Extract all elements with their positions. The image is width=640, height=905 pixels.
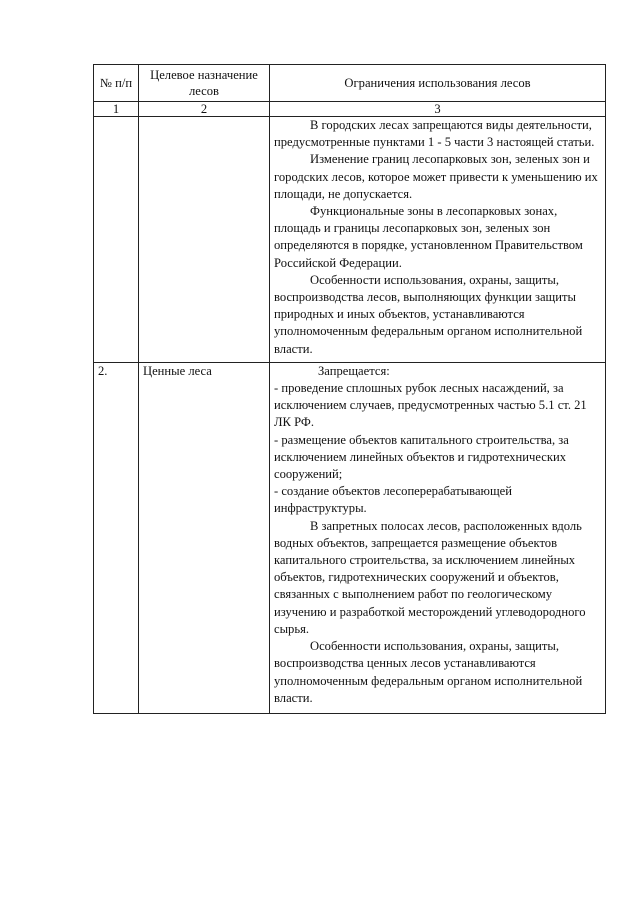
header-num: № п/п <box>94 65 139 102</box>
restriction-paragraph: - размещение объектов капитального строительства, за исключением линейных объектов и гидротехнических сооружений; <box>274 432 569 482</box>
row-restrictions <box>270 117 606 363</box>
header-restrictions: Ограничения использования лесов <box>270 65 606 102</box>
row-purpose <box>139 117 270 363</box>
table-row <box>94 362 606 713</box>
restriction-paragraph: Изменение границ лесопарковых зон, зеленых зон и городских лесов, которое может привести к уменьшению их площади, не допускается. <box>274 152 598 201</box>
column-number-3: 3 <box>270 102 606 117</box>
restriction-paragraph: Особенности использования, охраны, защиты, воспроизводства ценных лесов устанавливаются уполномоченным федеральным органом исполнительной власти. <box>274 639 583 705</box>
column-number-row <box>94 102 606 117</box>
row-restrictions <box>270 362 606 713</box>
restriction-paragraph: Особенности использования, охраны, защиты, воспроизводства лесов, выполняющих функции защиты природных и иных объектов, устанавливаются уполномоченным федеральным органом исполнительной власти. <box>274 272 583 356</box>
header-purpose: Целевое назначение лесов <box>139 65 270 102</box>
restriction-paragraph: - проведение сплошных рубок лесных насаждений, за исключением случаев, предусмотренных частью 5.1 ст. 21 ЛК РФ. <box>274 381 587 430</box>
row-number <box>94 117 139 363</box>
table-header-row <box>94 65 606 102</box>
row-purpose: Ценные леса <box>139 362 270 713</box>
column-number-1: 1 <box>94 102 139 117</box>
restriction-paragraph: - создание объектов лесоперерабатывающей инфраструктуры. <box>274 484 512 516</box>
row-number: 2. <box>94 362 139 713</box>
restriction-paragraph: Функциональные зоны в лесопарковых зонах, площадь и границы лесопарковых зон, зеленых зон определяются в порядке, установленном Правительством Российской Федерации. <box>274 204 583 270</box>
column-number-2: 2 <box>139 102 270 117</box>
restriction-paragraph: В запретных полосах лесов, расположенных вдоль водных объектов, запрещается размещение объектов капитального строительства, за исключением линейных объектов, гидротехнических сооружений и объектов, связанных с выполнением работ по геологическому изучению и разработкой месторождений углеводородного сырья. <box>274 518 586 636</box>
restriction-paragraph: В городских лесах запрещаются виды деятельности, предусмотренные пунктами 1 - 5 части 3 настоящей статьи. <box>274 118 595 150</box>
forest-restrictions-table <box>93 64 606 714</box>
restriction-paragraph: Запрещается: <box>318 363 390 378</box>
table-row <box>94 117 606 363</box>
